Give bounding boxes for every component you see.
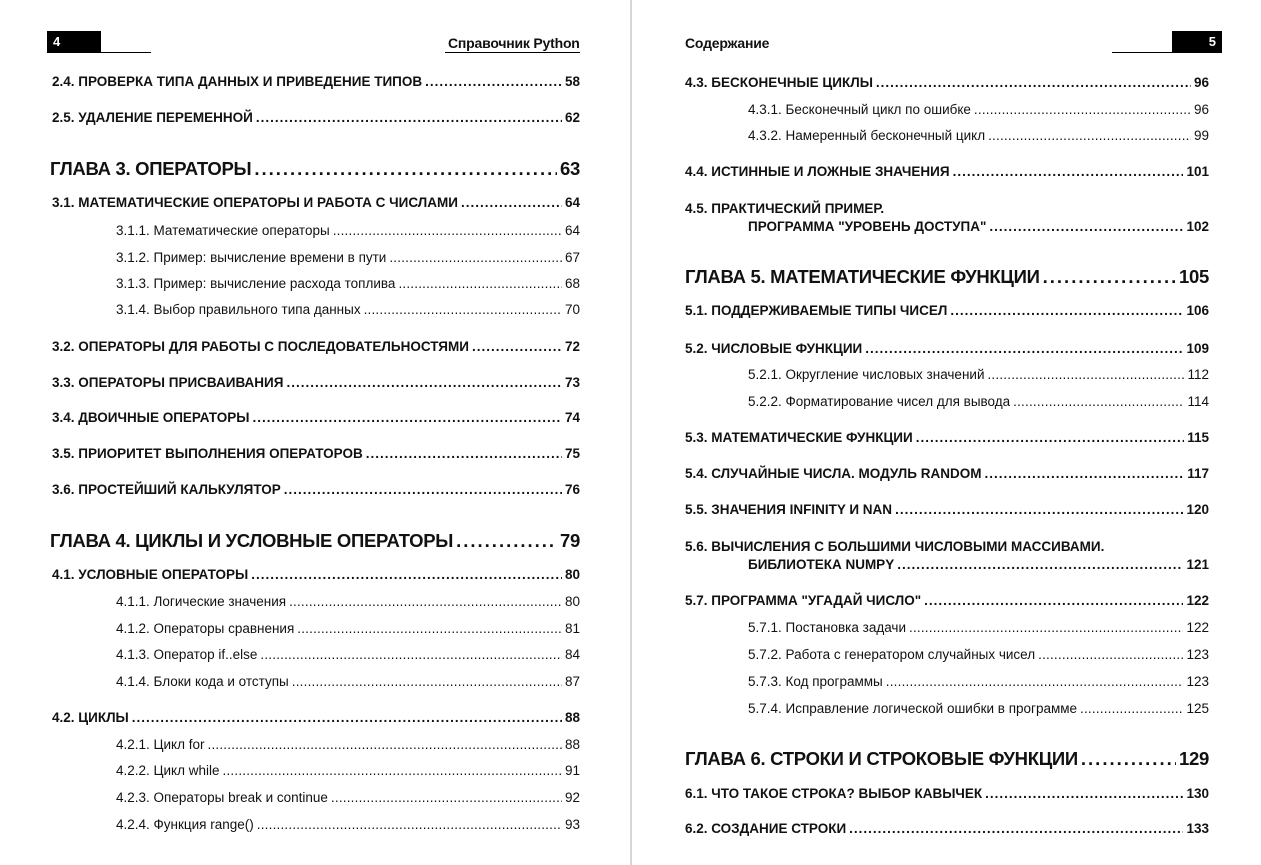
toc-chapter[interactable] xyxy=(685,266,1209,288)
toc-page-number: 63 xyxy=(560,158,580,179)
toc-subsection[interactable] xyxy=(748,394,1209,409)
toc-page-number: 101 xyxy=(1186,164,1209,179)
dot-leader xyxy=(461,195,562,210)
dot-leader xyxy=(251,567,562,582)
toc-title: 4.3.2. Намеренный бесконечный цикл xyxy=(748,128,986,143)
dot-leader xyxy=(849,821,1183,836)
toc-title: 4.2.1. Цикл for xyxy=(116,737,205,752)
toc-title: 4.2.3. Операторы break и continue xyxy=(116,790,328,805)
toc-title: ГЛАВА 3. ОПЕРАТОРЫ xyxy=(50,158,252,179)
toc-page-number: 88 xyxy=(564,710,580,725)
toc-page-number: 70 xyxy=(564,302,580,317)
toc-section[interactable] xyxy=(52,446,580,461)
dot-leader xyxy=(257,817,562,832)
toc-title: 4.2.4. Функция range() xyxy=(116,817,254,832)
toc-title: 4.1.2. Операторы сравнения xyxy=(116,621,295,636)
toc-section[interactable] xyxy=(52,410,580,425)
toc-section[interactable] xyxy=(685,502,1209,517)
dot-leader xyxy=(366,446,562,461)
dot-leader xyxy=(1043,266,1176,288)
toc-title: 3.3. ОПЕРАТОРЫ ПРИСВАИВАНИЯ xyxy=(52,375,284,390)
toc-title: 3.1.3. Пример: вычисление расхода топлива xyxy=(116,276,396,291)
dot-leader xyxy=(260,647,562,662)
toc-page-number: 58 xyxy=(564,74,580,89)
toc-section-title-line: 5.6. ВЫЧИСЛЕНИЯ С БОЛЬШИМИ ЧИСЛОВЫМИ МАССИВАМИ. xyxy=(685,539,1105,554)
toc-section[interactable] xyxy=(685,164,1209,179)
toc-page-number: 129 xyxy=(1179,748,1209,769)
toc-subsection[interactable] xyxy=(116,276,580,291)
toc-section[interactable] xyxy=(685,593,1209,608)
toc-title: 5.4. СЛУЧАЙНЫЕ ЧИСЛА. МОДУЛЬ RANDOM xyxy=(685,466,982,481)
toc-title: 4.3.1. Бесконечный цикл по ошибке xyxy=(748,102,971,117)
toc-page-number: 122 xyxy=(1186,620,1209,635)
toc-title: 4.2.2. Цикл while xyxy=(116,763,220,778)
toc-page-number: 73 xyxy=(564,375,580,390)
dot-leader xyxy=(292,674,562,689)
running-title: Содержание xyxy=(685,35,770,51)
toc-subsection[interactable] xyxy=(116,594,580,609)
dot-leader xyxy=(989,219,1183,234)
dot-leader xyxy=(953,164,1184,179)
toc-title: 3.4. ДВОИЧНЫЕ ОПЕРАТОРЫ xyxy=(52,410,250,425)
toc-title: 5.5. ЗНАЧЕНИЯ INFINITY И NAN xyxy=(685,502,893,517)
toc-title: 5.7. ПРОГРАММА "УГАДАЙ ЧИСЛО" xyxy=(685,593,922,608)
toc-title: 5.2.2. Форматирование чисел для вывода xyxy=(748,394,1011,409)
right-page xyxy=(632,0,1261,865)
page-number: 4 xyxy=(53,34,61,49)
toc-subsection[interactable] xyxy=(116,737,580,752)
toc-chapter[interactable] xyxy=(50,158,580,180)
toc-page-number: 106 xyxy=(1186,303,1209,318)
toc-page-number: 105 xyxy=(1179,266,1209,287)
dot-leader xyxy=(333,223,562,238)
toc-title: 5.2.1. Округление числовых значений xyxy=(748,367,985,382)
toc-page-number: 117 xyxy=(1187,466,1209,481)
toc-title: ГЛАВА 5. МАТЕМАТИЧЕСКИЕ ФУНКЦИИ xyxy=(685,266,1040,287)
toc-page-number: 123 xyxy=(1186,647,1209,662)
dot-leader xyxy=(256,110,562,125)
toc-section[interactable] xyxy=(52,74,580,89)
toc-title: 4.1.1. Логические значения xyxy=(116,594,287,609)
toc-section-title-line: 4.5. ПРАКТИЧЕСКИЙ ПРИМЕР. xyxy=(685,201,885,216)
toc-title: 5.3. МАТЕМАТИЧЕСКИЕ ФУНКЦИИ xyxy=(685,430,913,445)
dot-leader xyxy=(289,594,562,609)
toc-chapter[interactable] xyxy=(685,748,1209,770)
toc-title: БИБЛИОТЕКА NUMPY xyxy=(748,557,895,572)
toc-title: 3.2. ОПЕРАТОРЫ ДЛЯ РАБОТЫ С ПОСЛЕДОВАТЕЛЬНОСТЯМИ xyxy=(52,339,469,354)
toc-section[interactable] xyxy=(748,557,1209,572)
dot-leader xyxy=(208,737,562,752)
dot-leader xyxy=(950,303,1183,318)
toc-subsection[interactable] xyxy=(116,250,580,265)
toc-page-number: 114 xyxy=(1187,394,1209,409)
toc-section[interactable] xyxy=(685,303,1209,318)
toc-title: 3.1.1. Математические операторы xyxy=(116,223,330,238)
dot-leader xyxy=(252,410,562,425)
toc-subsection[interactable] xyxy=(116,674,580,689)
toc-title: 3.5. ПРИОРИТЕТ ВЫПОЛНЕНИЯ ОПЕРАТОРОВ xyxy=(52,446,363,461)
toc-title: 2.4. ПРОВЕРКА ТИПА ДАННЫХ И ПРИВЕДЕНИЕ ТИПОВ xyxy=(52,74,423,89)
dot-leader xyxy=(1013,394,1184,409)
dot-leader xyxy=(389,250,562,265)
toc-title: 4.1.4. Блоки кода и отступы xyxy=(116,674,289,689)
toc-title: 5.7.1. Постановка задачи xyxy=(748,620,906,635)
dot-leader xyxy=(286,375,562,390)
dot-leader xyxy=(988,128,1191,143)
toc-page-number: 62 xyxy=(564,110,580,125)
toc-page-number: 76 xyxy=(564,482,580,497)
toc-section[interactable] xyxy=(52,375,580,390)
toc-page-number: 99 xyxy=(1193,128,1209,143)
toc-section[interactable] xyxy=(52,195,580,210)
dot-leader xyxy=(284,482,562,497)
toc-page-number: 133 xyxy=(1186,821,1209,836)
toc-section[interactable] xyxy=(685,821,1209,836)
dot-leader xyxy=(897,557,1183,572)
toc-subsection[interactable] xyxy=(116,647,580,662)
toc-page-number: 93 xyxy=(564,817,580,832)
toc-page-number: 80 xyxy=(564,567,580,582)
toc-title: ПРОГРАММА "УРОВЕНЬ ДОСТУПА" xyxy=(748,219,987,234)
dot-leader xyxy=(132,710,562,725)
toc-page-number: 79 xyxy=(560,530,580,551)
dot-leader xyxy=(254,158,557,180)
toc-subsection[interactable] xyxy=(116,763,580,778)
toc-section[interactable] xyxy=(685,341,1209,356)
toc-title: 5.1. ПОДДЕРЖИВАЕМЫЕ ТИПЫ ЧИСЕЛ xyxy=(685,303,948,318)
toc-title: 4.1. УСЛОВНЫЕ ОПЕРАТОРЫ xyxy=(52,567,249,582)
toc-title: 5.7.4. Исправление логической ошибки в программе xyxy=(748,701,1078,716)
toc-title: 3.6. ПРОСТЕЙШИЙ КАЛЬКУЛЯТОР xyxy=(52,482,281,497)
toc-title: 4.1.3. Оператор if..else xyxy=(116,647,258,662)
header-rule xyxy=(1112,52,1172,53)
dot-leader xyxy=(865,341,1183,356)
dot-leader xyxy=(297,621,562,636)
toc-page-number: 67 xyxy=(564,250,580,265)
dot-leader xyxy=(985,786,1183,801)
toc-section[interactable] xyxy=(685,466,1209,481)
toc-page-number: 72 xyxy=(564,339,580,354)
toc-subsection[interactable] xyxy=(116,817,580,832)
dot-leader xyxy=(364,302,562,317)
toc-title: 3.1. МАТЕМАТИЧЕСКИЕ ОПЕРАТОРЫ И РАБОТА С ЧИСЛАМИ xyxy=(52,195,458,210)
dot-leader xyxy=(876,75,1191,90)
toc-title: ГЛАВА 4. ЦИКЛЫ И УСЛОВНЫЕ ОПЕРАТОРЫ xyxy=(50,530,454,551)
dot-leader xyxy=(425,74,562,89)
dot-leader xyxy=(895,502,1183,517)
toc-subsection[interactable] xyxy=(116,302,580,317)
toc-subsection[interactable] xyxy=(748,620,1209,635)
toc-section[interactable] xyxy=(52,482,580,497)
toc-page-number: 88 xyxy=(564,737,580,752)
toc-subsection[interactable] xyxy=(748,647,1209,662)
dot-leader xyxy=(398,276,562,291)
toc-page-number: 64 xyxy=(564,223,580,238)
toc-title: 3.1.2. Пример: вычисление времени в пути xyxy=(116,250,387,265)
toc-section[interactable] xyxy=(748,219,1209,234)
dot-leader xyxy=(909,620,1183,635)
toc-section[interactable] xyxy=(52,110,580,125)
toc-section[interactable] xyxy=(52,567,580,582)
toc-subsection[interactable] xyxy=(116,223,580,238)
toc-page-number: 74 xyxy=(564,410,580,425)
toc-page-number: 120 xyxy=(1186,502,1209,517)
dot-leader xyxy=(987,367,1184,382)
toc-page-number: 130 xyxy=(1186,786,1209,801)
toc-subsection[interactable] xyxy=(748,701,1209,716)
dot-leader xyxy=(916,430,1185,445)
toc-title: 4.3. БЕСКОНЕЧНЫЕ ЦИКЛЫ xyxy=(685,75,873,90)
toc-page-number: 91 xyxy=(564,763,580,778)
dot-leader xyxy=(1080,701,1183,716)
toc-section[interactable] xyxy=(685,786,1209,801)
toc-page-number: 112 xyxy=(1187,367,1209,382)
toc-page-number: 96 xyxy=(1193,75,1209,90)
toc-title: ГЛАВА 6. СТРОКИ И СТРОКОВЫЕ ФУНКЦИИ xyxy=(685,748,1078,769)
toc-title: 2.5. УДАЛЕНИЕ ПЕРЕМЕННОЙ xyxy=(52,110,253,125)
toc-page-number: 75 xyxy=(564,446,580,461)
dot-leader xyxy=(331,790,562,805)
toc-page-number: 109 xyxy=(1186,341,1209,356)
page-number-badge xyxy=(47,31,101,53)
toc-chapter[interactable] xyxy=(50,530,580,552)
toc-page-number: 64 xyxy=(564,195,580,210)
dot-leader xyxy=(1081,748,1176,770)
dot-leader xyxy=(472,339,562,354)
toc-title: 5.7.3. Код программы xyxy=(748,674,883,689)
toc-subsection[interactable] xyxy=(748,367,1209,382)
toc-page-number: 125 xyxy=(1186,701,1209,716)
toc-section[interactable] xyxy=(52,339,580,354)
toc-section[interactable] xyxy=(685,430,1209,445)
toc-section[interactable] xyxy=(685,75,1209,90)
dot-leader xyxy=(924,593,1183,608)
dot-leader xyxy=(223,763,562,778)
page-number: 5 xyxy=(1208,34,1216,49)
toc-title: 6.2. СОЗДАНИЕ СТРОКИ xyxy=(685,821,847,836)
dot-leader xyxy=(974,102,1191,117)
toc-title: 4.2. ЦИКЛЫ xyxy=(52,710,129,725)
toc-subsection[interactable] xyxy=(748,128,1209,143)
toc-page-number: 68 xyxy=(564,276,580,291)
toc-page-number: 92 xyxy=(564,790,580,805)
dot-leader xyxy=(984,466,1184,481)
page-number-badge xyxy=(1172,31,1222,53)
toc-page-number: 121 xyxy=(1186,557,1209,572)
toc-page-number: 81 xyxy=(564,621,580,636)
header-rule xyxy=(445,52,580,53)
toc-page-number: 80 xyxy=(564,594,580,609)
toc-page-number: 123 xyxy=(1186,674,1209,689)
toc-title: 5.7.2. Работа с генератором случайных чисел xyxy=(748,647,1036,662)
left-page xyxy=(0,0,630,865)
toc-subsection[interactable] xyxy=(116,621,580,636)
toc-title: 5.2. ЧИСЛОВЫЕ ФУНКЦИИ xyxy=(685,341,863,356)
toc-subsection[interactable] xyxy=(748,674,1209,689)
toc-title: 4.4. ИСТИННЫЕ И ЛОЖНЫЕ ЗНАЧЕНИЯ xyxy=(685,164,950,179)
toc-title: 6.1. ЧТО ТАКОЕ СТРОКА? ВЫБОР КАВЫЧЕК xyxy=(685,786,983,801)
toc-page-number: 102 xyxy=(1186,219,1209,234)
dot-leader xyxy=(1038,647,1183,662)
toc-page-number: 115 xyxy=(1187,430,1209,445)
dot-leader xyxy=(886,674,1184,689)
toc-page-number: 84 xyxy=(564,647,580,662)
toc-page-number: 122 xyxy=(1186,593,1209,608)
dot-leader xyxy=(456,530,557,552)
toc-subsection[interactable] xyxy=(748,102,1209,117)
toc-page-number: 87 xyxy=(564,674,580,689)
toc-subsection[interactable] xyxy=(116,790,580,805)
toc-page-number: 96 xyxy=(1193,102,1209,117)
running-title: Справочник Python xyxy=(448,35,580,51)
header-rule xyxy=(95,52,151,53)
toc-title: 3.1.4. Выбор правильного типа данных xyxy=(116,302,361,317)
toc-section[interactable] xyxy=(52,710,580,725)
